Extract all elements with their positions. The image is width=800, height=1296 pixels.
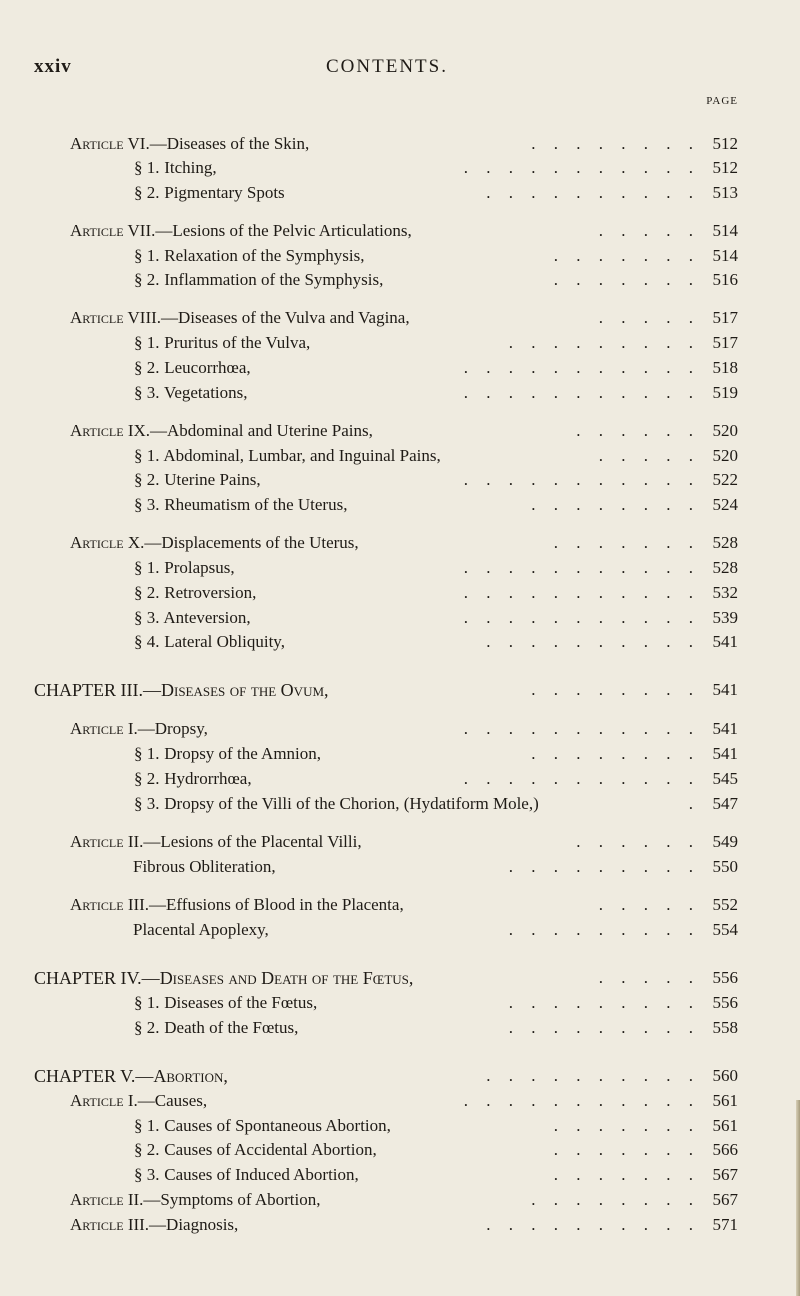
page-number: 550 (712, 857, 738, 876)
entry-title (133, 854, 276, 880)
leader-dots: . . . . . . . . . . . (458, 380, 700, 406)
page-number: 566 (712, 1140, 738, 1159)
chapter-label: CHAPTER V.— (34, 1066, 154, 1086)
section-number: § 2. (134, 183, 160, 202)
article-label: Article (70, 895, 124, 914)
leader-dots: . . . . . . . (548, 243, 700, 269)
page-number: 547 (712, 794, 738, 813)
page-number: 571 (712, 1215, 738, 1234)
leader-dots: . . . . . . . . . . . (458, 155, 700, 181)
section-entry (0, 990, 800, 1016)
chapter-label: CHAPTER III.— (34, 680, 161, 700)
page-number: 514 (712, 246, 738, 265)
section-entry (0, 741, 800, 767)
page-number: 520 (712, 421, 738, 440)
section-entry (0, 267, 800, 293)
page-number: 528 (712, 533, 738, 552)
entry-title (34, 1063, 228, 1089)
section-title: Death of the Fœtus, (164, 1018, 299, 1037)
leader-dots: . . . . . . . (548, 1137, 700, 1163)
section-number: § 1. (134, 1116, 160, 1135)
article-label: Article (70, 221, 124, 240)
entry-title (134, 1015, 298, 1041)
entry-title (133, 917, 269, 943)
page-number: 545 (712, 769, 738, 788)
leader-dots: . . . . . (593, 443, 700, 469)
leader-dots: . . . . . . . . . (503, 917, 700, 943)
entry-title (70, 530, 359, 556)
article-entry (0, 1187, 800, 1213)
entry-title (70, 892, 404, 918)
page-number: 532 (712, 583, 738, 602)
page-folio: xxiv (34, 56, 72, 77)
section-title: Causes of Accidental Abortion, (164, 1140, 377, 1159)
entry-title (134, 492, 347, 518)
section-title: Lateral Obliquity, (164, 632, 285, 651)
section-entry (0, 917, 800, 943)
article-entry (0, 218, 800, 244)
leader-dots: . . . . . (593, 892, 700, 918)
entry-title (34, 677, 329, 703)
entry-title (134, 1113, 391, 1139)
section-number: § 3. (134, 495, 160, 514)
entry-title (70, 716, 208, 742)
entry-title (134, 467, 261, 493)
leader-dots: . . . . . . (570, 418, 700, 444)
leader-dots: . . . . . . . . . . . (458, 580, 700, 606)
page-number: 549 (712, 832, 738, 851)
leader-dots: . . . . . . . . (525, 492, 700, 518)
page-number: 513 (712, 183, 738, 202)
section-entry (0, 605, 800, 631)
leader-dots: . . . . . (593, 965, 700, 991)
article-label: Article (70, 1215, 124, 1234)
page-number: 552 (712, 895, 738, 914)
leader-dots: . . . . . . . . (525, 131, 700, 157)
article-label: Article (70, 832, 124, 851)
section-title: Fibrous Obliteration, (133, 857, 276, 876)
entry-title (70, 131, 309, 157)
section-title: Relaxation of the Symphysis, (164, 246, 365, 265)
section-title: Vegetations, (163, 383, 248, 402)
page-number: 541 (712, 744, 738, 763)
section-number: § 3. (134, 794, 160, 813)
entry-title (134, 443, 441, 469)
page-number: 541 (712, 680, 738, 699)
page-number: 524 (712, 495, 738, 514)
leader-dots: . . . . . . (570, 829, 700, 855)
entry-title (134, 1137, 377, 1163)
entry-title (134, 741, 321, 767)
page-number: 561 (712, 1116, 738, 1135)
section-title: Placental Apoplexy, (133, 920, 269, 939)
article-title: VI.—Diseases of the Skin, (123, 134, 310, 153)
chapter-entry (0, 677, 800, 703)
leader-dots: . . . . . . . . . . . (458, 766, 700, 792)
article-entry (0, 131, 800, 157)
article-entry (0, 1088, 800, 1114)
leader-dots: . . . . . . . . (525, 741, 700, 767)
entry-title (134, 155, 217, 181)
article-entry (0, 305, 800, 331)
page-title: CONTENTS. (326, 56, 448, 77)
section-number: § 2. (134, 270, 160, 289)
article-entry (0, 716, 800, 742)
leader-dots: . (683, 791, 700, 817)
entry-title (70, 829, 362, 855)
page-number: 516 (712, 270, 738, 289)
section-title: Anteversion, (163, 608, 251, 627)
entry-title (134, 990, 317, 1016)
article-title: II.—Lesions of the Placental Villi, (123, 832, 362, 851)
leader-dots: . . . . . . . (548, 1162, 700, 1188)
section-number: § 2. (134, 583, 160, 602)
entry-title (134, 330, 310, 356)
leader-dots: . . . . . . . . . (503, 1015, 700, 1041)
page-number: 539 (712, 608, 738, 627)
page-number: 556 (712, 993, 738, 1012)
entry-title (34, 965, 413, 991)
section-title: Dropsy of the Villi of the Chorion, (Hydatiform Mole,) (164, 794, 539, 813)
section-title: Pigmentary Spots (164, 183, 285, 202)
entry-title (134, 1162, 359, 1188)
chapter-entry (0, 1063, 800, 1089)
entry-title (134, 267, 383, 293)
article-entry (0, 530, 800, 556)
entry-title (70, 218, 412, 244)
entry-title (134, 243, 364, 269)
section-title: Leucorrhœa, (164, 358, 251, 377)
section-entry (0, 791, 800, 817)
page-number: 554 (712, 920, 738, 939)
section-title: Itching, (164, 158, 217, 177)
running-header (34, 56, 740, 80)
entry-title (134, 180, 285, 206)
section-entry (0, 1015, 800, 1041)
entry-title (134, 580, 256, 606)
entry-title (70, 1187, 320, 1213)
article-label: Article (70, 421, 124, 440)
page-number: 522 (712, 470, 738, 489)
section-number: § 1. (134, 158, 160, 177)
entry-title (70, 1088, 207, 1114)
chapter-title: Diseases of the Ovum, (161, 680, 329, 700)
section-entry (0, 1162, 800, 1188)
chapter-title: Abortion, (153, 1066, 228, 1086)
article-label: Article (70, 533, 124, 552)
article-title: VII.—Lesions of the Pelvic Articulations, (123, 221, 412, 240)
section-entry (0, 155, 800, 181)
article-label: Article (70, 1190, 124, 1209)
section-number: § 1. (134, 246, 160, 265)
section-number: § 2. (134, 1018, 160, 1037)
entry-title (134, 791, 539, 817)
section-number: § 3. (134, 608, 160, 627)
leader-dots: . . . . . . . (548, 267, 700, 293)
entry-title (134, 380, 248, 406)
section-entry (0, 555, 800, 581)
section-number: § 3. (134, 383, 160, 402)
leader-dots: . . . . . . . . (525, 1187, 700, 1213)
leader-dots: . . . . . . . . . (503, 990, 700, 1016)
article-label: Article (70, 308, 124, 327)
section-title: Diseases of the Fœtus, (164, 993, 318, 1012)
page-number: 528 (712, 558, 738, 577)
chapter-entry (0, 965, 800, 991)
leader-dots: . . . . . . . (548, 1113, 700, 1139)
article-label: Article (70, 134, 124, 153)
section-number: § 1. (134, 333, 160, 352)
section-entry (0, 492, 800, 518)
section-entry (0, 243, 800, 269)
page-number: 567 (712, 1165, 738, 1184)
page-number: 512 (712, 158, 738, 177)
page-number: 567 (712, 1190, 738, 1209)
section-entry (0, 766, 800, 792)
section-number: § 1. (134, 558, 160, 577)
section-title: Rheumatism of the Uterus, (164, 495, 348, 514)
section-entry (0, 355, 800, 381)
leader-dots: . . . . . . . . . . . (458, 555, 700, 581)
article-entry (0, 829, 800, 855)
chapter-label: CHAPTER IV.— (34, 968, 160, 988)
leader-dots: . . . . . . . . . (503, 330, 700, 356)
page-number: 556 (712, 968, 738, 987)
page-number: 558 (712, 1018, 738, 1037)
leader-dots: . . . . . (593, 305, 700, 331)
leader-dots: . . . . . . . . . . (480, 1212, 700, 1238)
entry-title (134, 629, 285, 655)
section-number: § 2. (134, 358, 160, 377)
section-entry (0, 629, 800, 655)
leader-dots: . . . . . . . . . . (480, 180, 700, 206)
leader-dots: . . . . . . . . . . (480, 629, 700, 655)
section-entry (0, 180, 800, 206)
section-number: § 1. (134, 446, 160, 465)
section-title: Dropsy of the Amnion, (164, 744, 322, 763)
page-column-label: PAGE (706, 95, 738, 107)
section-number: § 1. (134, 993, 160, 1012)
entry-title (134, 355, 251, 381)
page-number: 520 (712, 446, 738, 465)
article-title: X.—Displacements of the Uterus, (123, 533, 359, 552)
leader-dots: . . . . . . . . (525, 677, 700, 703)
section-title: Causes of Spontaneous Abortion, (164, 1116, 391, 1135)
section-title: Inflammation of the Symphysis, (164, 270, 384, 289)
section-title: Pruritus of the Vulva, (164, 333, 311, 352)
section-entry (0, 467, 800, 493)
entry-title (134, 555, 235, 581)
section-number: § 1. (134, 744, 160, 763)
leader-dots: . . . . . (593, 218, 700, 244)
page-number: 560 (712, 1066, 738, 1085)
leader-dots: . . . . . . . . . . (480, 1063, 700, 1089)
leader-dots: . . . . . . . . . . . (458, 1088, 700, 1114)
leader-dots: . . . . . . . . . . . (458, 605, 700, 631)
section-title: Abdominal, Lumbar, and Inguinal Pains, (163, 446, 441, 465)
article-title: I.—Causes, (123, 1091, 208, 1110)
article-title: VIII.—Diseases of the Vulva and Vagina, (123, 308, 410, 327)
article-title: II.—Symptoms of Abortion, (123, 1190, 321, 1209)
article-label: Article (70, 719, 124, 738)
page-number: 561 (712, 1091, 738, 1110)
article-entry (0, 892, 800, 918)
article-entry (0, 418, 800, 444)
chapter-title: Diseases and Death of the Fœtus, (159, 968, 414, 988)
page-number: 518 (712, 358, 738, 377)
article-label: Article (70, 1091, 124, 1110)
section-number: § 2. (134, 1140, 160, 1159)
section-entry (0, 330, 800, 356)
page-number: 517 (712, 308, 738, 327)
leader-dots: . . . . . . . . . (503, 854, 700, 880)
section-entry (0, 854, 800, 880)
section-entry (0, 1137, 800, 1163)
entry-title (70, 305, 410, 331)
section-number: § 2. (134, 470, 160, 489)
section-title: Retroversion, (164, 583, 257, 602)
entry-title (134, 605, 251, 631)
leader-dots: . . . . . . . . . . . (458, 355, 700, 381)
leader-dots: . . . . . . . . . . . (458, 467, 700, 493)
article-title: III.—Diagnosis, (123, 1215, 239, 1234)
section-number: § 3. (134, 1165, 160, 1184)
entry-title (134, 766, 252, 792)
section-title: Causes of Induced Abortion, (164, 1165, 359, 1184)
article-title: I.—Dropsy, (123, 719, 208, 738)
article-title: IX.—Abdominal and Uterine Pains, (123, 421, 373, 440)
section-number: § 4. (134, 632, 160, 651)
article-title: III.—Effusions of Blood in the Placenta, (123, 895, 404, 914)
page-number: 512 (712, 134, 738, 153)
page-number: 541 (712, 719, 738, 738)
page-number: 541 (712, 632, 738, 651)
section-title: Uterine Pains, (164, 470, 261, 489)
leader-dots: . . . . . . . . . . . (458, 716, 700, 742)
page-number: 519 (712, 383, 738, 402)
section-number: § 2. (134, 769, 160, 788)
page-number: 517 (712, 333, 738, 352)
book-spine-edge (796, 1100, 800, 1296)
entry-title (70, 418, 373, 444)
section-entry (0, 443, 800, 469)
section-entry (0, 1113, 800, 1139)
leader-dots: . . . . . . . (548, 530, 700, 556)
section-entry (0, 380, 800, 406)
section-title: Hydrorrhœa, (164, 769, 252, 788)
page-number: 514 (712, 221, 738, 240)
section-entry (0, 580, 800, 606)
section-title: Prolapsus, (164, 558, 235, 577)
article-entry (0, 1212, 800, 1238)
entry-title (70, 1212, 238, 1238)
